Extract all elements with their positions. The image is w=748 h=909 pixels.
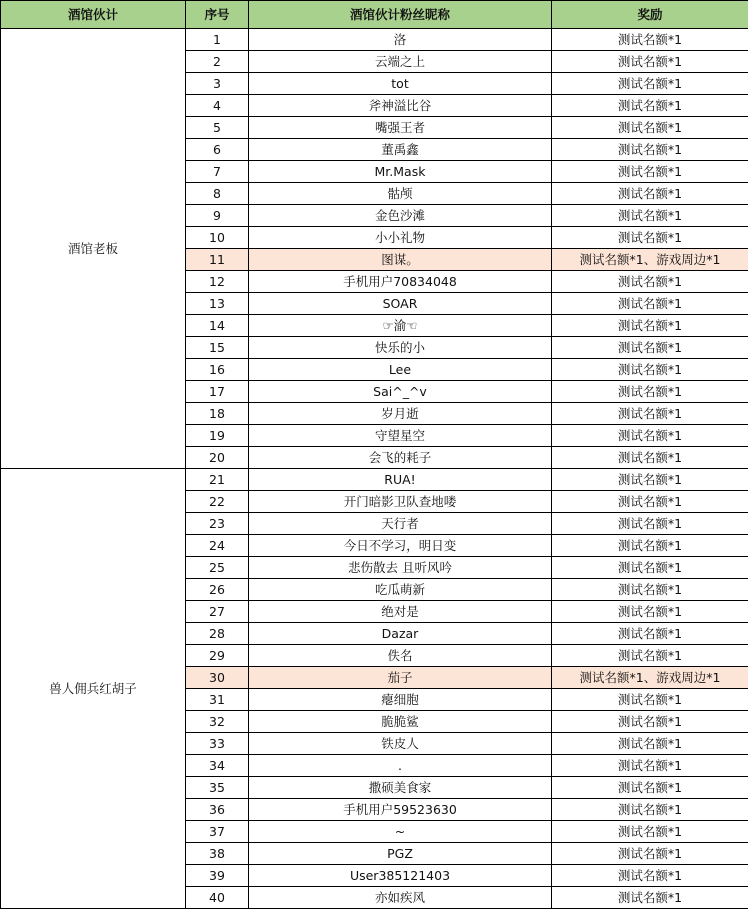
fan-nickname: Lee (249, 359, 552, 381)
fan-nickname: 图谋。 (249, 249, 552, 271)
row-number: 33 (186, 733, 249, 755)
row-number: 22 (186, 491, 249, 513)
row-number: 11 (186, 249, 249, 271)
row-number: 9 (186, 205, 249, 227)
fan-nickname: SOAR (249, 293, 552, 315)
row-number: 17 (186, 381, 249, 403)
reward-text: 测试名额*1 (552, 447, 748, 469)
fan-nickname: 岁月逝 (249, 403, 552, 425)
row-number: 5 (186, 117, 249, 139)
reward-text: 测试名额*1 (552, 865, 748, 887)
reward-text: 测试名额*1 (552, 557, 748, 579)
row-number: 38 (186, 843, 249, 865)
row-number: 8 (186, 183, 249, 205)
reward-text: 测试名额*1 (552, 73, 748, 95)
row-number: 37 (186, 821, 249, 843)
fan-nickname: 撒硕美食家 (249, 777, 552, 799)
row-number: 30 (186, 667, 249, 689)
row-number: 31 (186, 689, 249, 711)
fan-nickname: 亦如疾风 (249, 887, 552, 909)
row-number: 23 (186, 513, 249, 535)
row-number: 15 (186, 337, 249, 359)
fan-nickname: ~ (249, 821, 552, 843)
fan-nickname: 铁皮人 (249, 733, 552, 755)
reward-text: 测试名额*1 (552, 161, 748, 183)
fan-nickname: 开门暗影卫队查地喽 (249, 491, 552, 513)
row-number: 29 (186, 645, 249, 667)
row-number: 1 (186, 29, 249, 51)
row-number: 35 (186, 777, 249, 799)
fan-nickname: 董禹鑫 (249, 139, 552, 161)
fan-nickname: 小小礼物 (249, 227, 552, 249)
header-fan-nickname: 酒馆伙计粉丝昵称 (249, 1, 552, 29)
row-number: 25 (186, 557, 249, 579)
fan-nickname: 瘪细胞 (249, 689, 552, 711)
row-number: 34 (186, 755, 249, 777)
fan-nickname: 悲伤散去 且听风吟 (249, 557, 552, 579)
fan-nickname: RUA! (249, 469, 552, 491)
reward-text: 测试名额*1 (552, 843, 748, 865)
reward-text: 测试名额*1 (552, 601, 748, 623)
fan-nickname: 绝对是 (249, 601, 552, 623)
reward-text: 测试名额*1 (552, 711, 748, 733)
reward-text: 测试名额*1 (552, 51, 748, 73)
companion-name: 酒馆老板 (1, 29, 186, 469)
reward-text: 测试名额*1 (552, 755, 748, 777)
fan-nickname: tot (249, 73, 552, 95)
fan-nickname: 嘴强王者 (249, 117, 552, 139)
fan-nickname: 茄子 (249, 667, 552, 689)
fan-nickname: 脆脆鲨 (249, 711, 552, 733)
row-number: 2 (186, 51, 249, 73)
row-number: 12 (186, 271, 249, 293)
row-number: 7 (186, 161, 249, 183)
reward-text: 测试名额*1 (552, 183, 748, 205)
reward-text: 测试名额*1 (552, 733, 748, 755)
row-number: 16 (186, 359, 249, 381)
fan-nickname: 金色沙滩 (249, 205, 552, 227)
reward-text: 测试名额*1 (552, 535, 748, 557)
reward-text: 测试名额*1 (552, 227, 748, 249)
reward-text: 测试名额*1 (552, 469, 748, 491)
row-number: 39 (186, 865, 249, 887)
header-row (1, 1, 748, 29)
reward-text: 测试名额*1 (552, 117, 748, 139)
fan-nickname: 骷颅 (249, 183, 552, 205)
fan-nickname: Dazar (249, 623, 552, 645)
row-number: 36 (186, 799, 249, 821)
fan-nickname: 斧神溢比谷 (249, 95, 552, 117)
row-number: 26 (186, 579, 249, 601)
fan-nickname: PGZ (249, 843, 552, 865)
fan-nickname: . (249, 755, 552, 777)
reward-text: 测试名额*1 (552, 337, 748, 359)
reward-text: 测试名额*1 (552, 29, 748, 51)
reward-text: 测试名额*1 (552, 645, 748, 667)
row-number: 14 (186, 315, 249, 337)
fan-nickname: ☞渝☜ (249, 315, 552, 337)
reward-text: 测试名额*1、游戏周边*1 (552, 249, 748, 271)
reward-text: 测试名额*1、游戏周边*1 (552, 667, 748, 689)
table-body (1, 29, 748, 909)
header-number: 序号 (186, 1, 249, 29)
reward-text: 测试名额*1 (552, 359, 748, 381)
reward-text: 测试名额*1 (552, 491, 748, 513)
row-number: 27 (186, 601, 249, 623)
fan-nickname: 云端之上 (249, 51, 552, 73)
table-row (1, 469, 748, 491)
reward-text: 测试名额*1 (552, 623, 748, 645)
row-number: 4 (186, 95, 249, 117)
reward-text: 测试名额*1 (552, 887, 748, 909)
row-number: 28 (186, 623, 249, 645)
row-number: 3 (186, 73, 249, 95)
reward-text: 测试名额*1 (552, 403, 748, 425)
fan-nickname: User385121403 (249, 865, 552, 887)
row-number: 6 (186, 139, 249, 161)
header-reward: 奖励 (552, 1, 748, 29)
reward-text: 测试名额*1 (552, 95, 748, 117)
fan-nickname: Sai^_^v (249, 381, 552, 403)
row-number: 10 (186, 227, 249, 249)
fan-nickname: 天行者 (249, 513, 552, 535)
reward-text: 测试名额*1 (552, 293, 748, 315)
row-number: 18 (186, 403, 249, 425)
row-number: 21 (186, 469, 249, 491)
fan-nickname: 守望星空 (249, 425, 552, 447)
reward-text: 测试名额*1 (552, 139, 748, 161)
fan-nickname: 吃瓜萌新 (249, 579, 552, 601)
row-number: 19 (186, 425, 249, 447)
companion-name: 兽人佣兵红胡子 (1, 469, 186, 909)
fan-nickname: Mr.Mask (249, 161, 552, 183)
row-number: 20 (186, 447, 249, 469)
reward-text: 测试名额*1 (552, 689, 748, 711)
fan-nickname: 今日不学习，明日变 (249, 535, 552, 557)
row-number: 40 (186, 887, 249, 909)
reward-text: 测试名额*1 (552, 205, 748, 227)
fan-nickname: 会飞的耗子 (249, 447, 552, 469)
fan-nickname: 洛 (249, 29, 552, 51)
reward-text: 测试名额*1 (552, 821, 748, 843)
table-row (1, 29, 748, 51)
row-number: 24 (186, 535, 249, 557)
reward-text: 测试名额*1 (552, 425, 748, 447)
reward-text: 测试名额*1 (552, 381, 748, 403)
reward-text: 测试名额*1 (552, 777, 748, 799)
reward-text: 测试名额*1 (552, 513, 748, 535)
row-number: 32 (186, 711, 249, 733)
row-number: 13 (186, 293, 249, 315)
fan-nickname: 手机用户70834048 (249, 271, 552, 293)
reward-text: 测试名额*1 (552, 315, 748, 337)
fan-nickname: 手机用户59523630 (249, 799, 552, 821)
fan-nickname: 佚名 (249, 645, 552, 667)
reward-text: 测试名额*1 (552, 579, 748, 601)
fan-nickname: 快乐的小 (249, 337, 552, 359)
reward-text: 测试名额*1 (552, 799, 748, 821)
header-companion: 酒馆伙计 (1, 1, 186, 29)
reward-text: 测试名额*1 (552, 271, 748, 293)
